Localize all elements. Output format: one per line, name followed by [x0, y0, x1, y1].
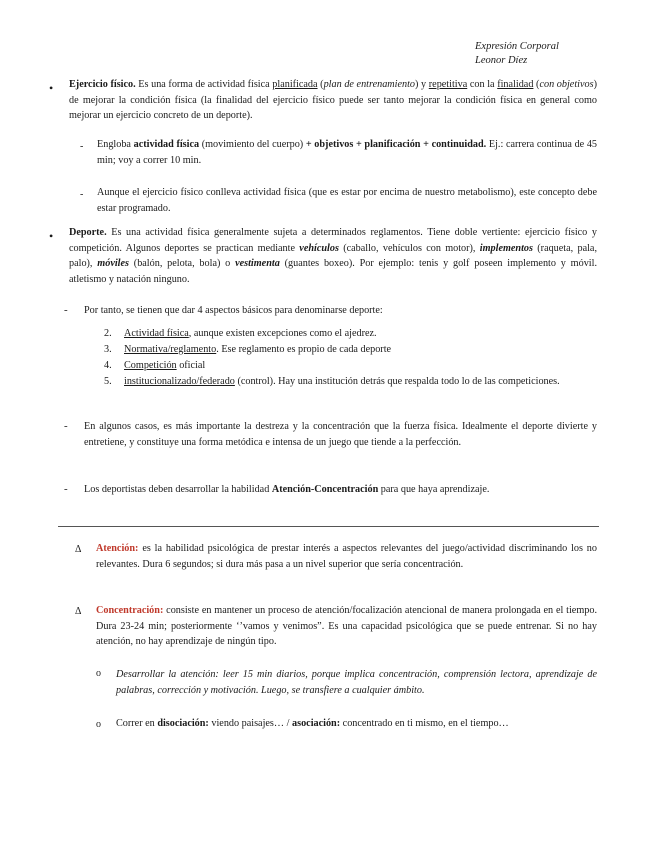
dash-icon: - — [80, 141, 84, 152]
paragraph-por-tanto: Por tanto, se tienen que dar 4 aspectos básicos para denominarse deporte: — [84, 305, 383, 316]
paragraph-deporte: Deporte. Es una actividad física generalmente sujeta a determinados reglamentos. Tiene doble vertiente: ejercicio físico y competición. Algunos deportes se practican mediante vehículos (caballo, vehículos con motor), implementos (raqueta, pala, palo), móviles (balón, pelota, bola) o vestimenta (guantes boxeo). Por ejemplo: tenis y golf poseen implemento y móvil. atletismo y natación ninguno. — [69, 227, 598, 285]
triangle-icon: Δ — [75, 544, 82, 555]
paragraph-destreza: En algunos casos, es más importante la destreza y la concentración que la fuerza física. Idealmente el deporte divierte y entretiene, y constituye una forma metódica e intensa de un juego que tiende a la perfección. — [84, 421, 597, 448]
bullet-icon: • — [49, 81, 54, 95]
circle-icon: o — [96, 719, 101, 730]
list-item: institucionalizado/federado (control). Hay una institución detrás que respalda todo lo de las competiciones. — [124, 376, 560, 387]
list-number: 5. — [104, 376, 112, 387]
circle-icon: o — [96, 668, 101, 679]
term-atencion: Atención: — [96, 543, 139, 554]
paragraph-atencion: Atención: es la habilidad psicológica de prestar interés a aspectos relevantes del juego/actividad discriminando los no relevantes. Dura 6 segundos; si dura más pasa a un nivel superior que sería concentración. — [96, 543, 597, 570]
list-number: 2. — [104, 328, 112, 339]
dash-icon: - — [64, 304, 68, 316]
term-deporte: Deporte. — [69, 227, 107, 238]
dash-icon: - — [64, 483, 68, 495]
paragraph-deportistas: Los deportistas deben desarrollar la habilidad Atención-Concentración para que haya aprendizaje. — [84, 484, 490, 495]
dash-icon: - — [80, 189, 84, 200]
triangle-icon: Δ — [75, 606, 82, 617]
list-item: Actividad física, aunque existen excepciones como el ajedrez. — [124, 328, 377, 339]
header-subject: Expresión Corporal — [475, 41, 559, 52]
bullet-icon: • — [49, 229, 54, 243]
term-ejercicio: Ejercicio físico. — [69, 79, 136, 90]
term-concentracion: Concentración: — [96, 605, 164, 616]
paragraph-desarrollar: Desarrollar la atención: leer 15 min diarios, porque implica concentración, comprensión lectora, aprendizaje de palabras, corrección y motivación. Luego, se transfiere a cualquier ámbito. — [116, 669, 597, 696]
header — [475, 40, 559, 68]
dash-icon: - — [64, 420, 68, 432]
paragraph-concentracion: Concentración: consiste en mantener un proceso de atención/focalización atencional de manera prolongada en el tiempo. Dura 23-24 min; posteriormente ‘’vamos y venimos”. Es una capacidad psicológica que se puede entrenar. Si no hay atención, no hay aprendizaje de ningún tipo. — [96, 605, 597, 647]
paragraph-engloba: Engloba actividad física (movimiento del cuerpo) + objetivos + planificación + continuidad. Ej.: carrera continua de 45 min; voy a correr 10 min. — [97, 139, 598, 166]
header-author: Leonor Díez — [475, 55, 528, 66]
list-item: Competición oficial — [124, 360, 206, 371]
paragraph-aunque: Aunque el ejercicio físico conlleva actividad física (que es estar por encima de nuestro metabolismo), este concepto debe estar programado. — [97, 187, 597, 214]
list-number: 3. — [104, 344, 112, 355]
list-number: 4. — [104, 360, 112, 371]
list-item: Normativa/reglamento. Ese reglamento es propio de cada deporte — [124, 344, 392, 355]
paragraph-correr: Correr en disociación: viendo paisajes… / asociación: concentrado en ti mismo, en el tiempo… — [116, 718, 509, 729]
divider — [58, 526, 599, 527]
paragraph-ejercicio: Ejercicio físico. Es una forma de actividad física planificada (plan de entrenamiento) y repetitiva con la finalidad (con objetivos) de mejorar la condición física (la finalidad del ejercicio físico puede ser tanto mejorar la condición física en general como mejorar un ejercicio concreto de un deporte). — [69, 79, 597, 121]
